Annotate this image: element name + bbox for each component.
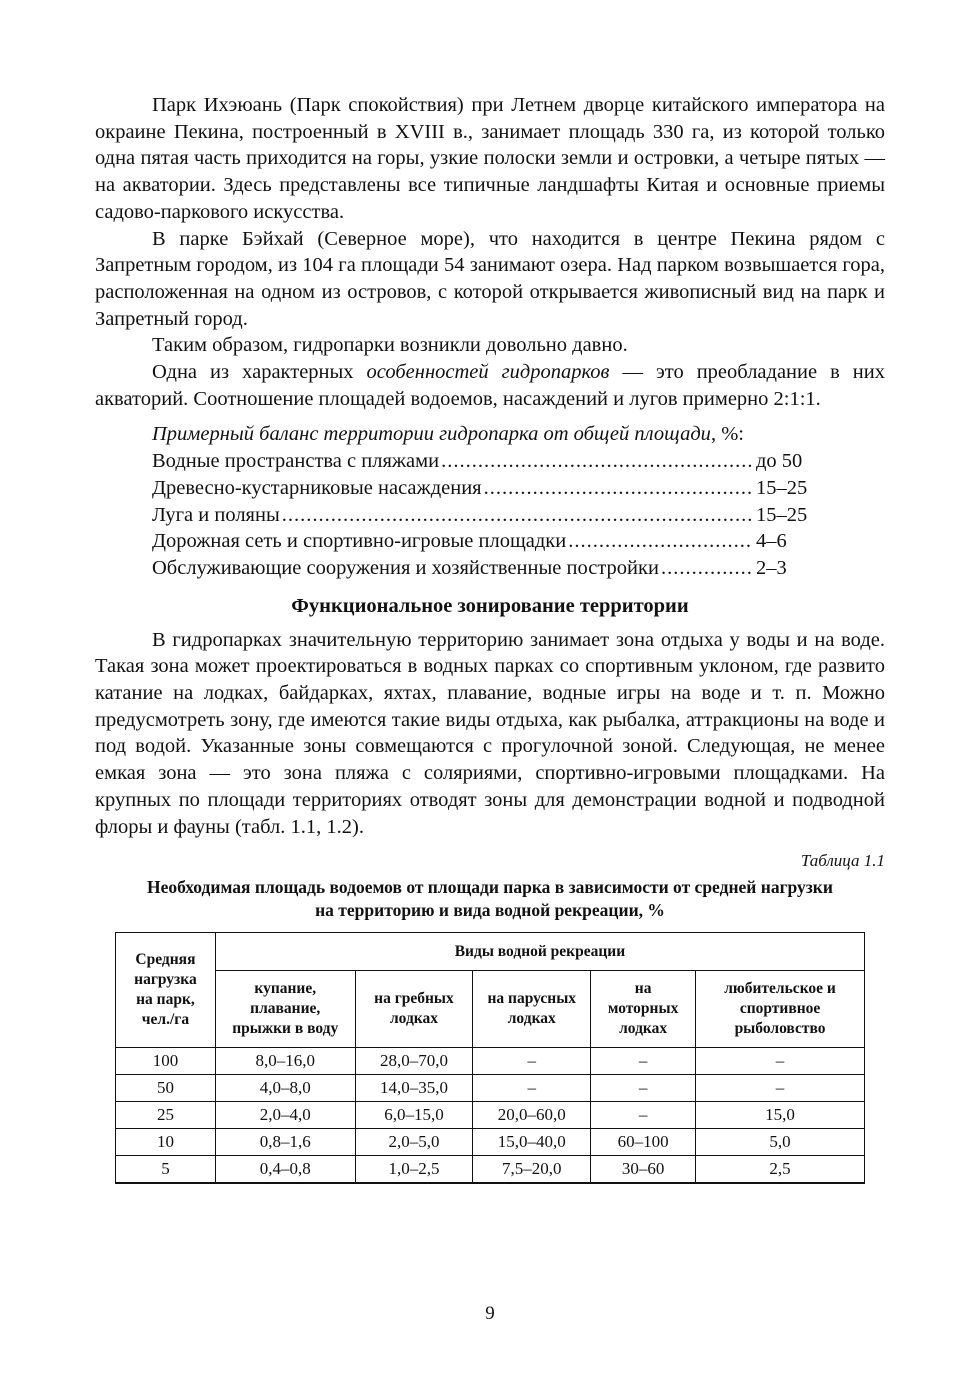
table-cell: 0,4–0,8 bbox=[215, 1156, 355, 1184]
balance-item-label: Луга и поляны bbox=[152, 503, 280, 526]
table-cell: 1,0–2,5 bbox=[355, 1156, 473, 1184]
balance-item bbox=[152, 555, 812, 582]
header-load: Средняя нагрузка на парк, чел./га bbox=[116, 933, 216, 1048]
features-emphasis: особенностей гидропарков bbox=[366, 361, 610, 384]
page-number: 9 bbox=[485, 1303, 495, 1324]
paragraph-zoning: В гидропарках значительную территорию занимает зона отдыха у воды и на воде. Такая зона может проектироваться в водных парках со спортивным уклоном, где развито катание на лодках, байдарках, яхтах, плавание, водные игры на воде и т. п. Можно предусмотреть зону, где имеются такие виды отдыха, как рыбалка, аттракционы на воде и под водой. Указанные зоны совмещаются с прогулочной зоной. Следующая, не менее емкая зона — это зона пляжа с соляриями, спортивно-игровыми площадками. На крупных по площади территориях отводят зоны для демонстрации водной и подводной флоры и фауны (табл. 1.1, 1.2). bbox=[95, 628, 885, 838]
table-cell: 2,0–4,0 bbox=[215, 1102, 355, 1129]
table-cell: 7,5–20,0 bbox=[473, 1156, 591, 1184]
table-cell: 100 bbox=[116, 1048, 216, 1075]
balance-title-italic: Примерный баланс территории гидропарка от общей площади bbox=[152, 423, 711, 446]
balance-item-label: Водные пространства с пляжами bbox=[152, 450, 440, 473]
balance-item bbox=[152, 475, 812, 502]
table-cell: 5,0 bbox=[696, 1129, 865, 1156]
table-cell: 2,0–5,0 bbox=[355, 1129, 473, 1156]
header-fishing: любительское и спортивное рыболовство bbox=[696, 971, 865, 1048]
table-cell: 14,0–35,0 bbox=[355, 1075, 473, 1102]
table-header-row bbox=[116, 933, 865, 971]
table-row bbox=[116, 1129, 865, 1156]
header-sailing-boats: на парусных лодках bbox=[473, 971, 591, 1048]
table-cell: 15,0–40,0 bbox=[473, 1129, 591, 1156]
table-cell: – bbox=[473, 1075, 591, 1102]
table-cell: 15,0 bbox=[696, 1102, 865, 1129]
table-cell: 8,0–16,0 bbox=[215, 1048, 355, 1075]
table-cell: 20,0–60,0 bbox=[473, 1102, 591, 1129]
leader-dots bbox=[441, 448, 752, 475]
recreation-table bbox=[115, 932, 865, 1184]
balance-item bbox=[152, 448, 812, 475]
leader-dots bbox=[568, 528, 752, 555]
balance-list bbox=[95, 448, 812, 582]
table-row bbox=[116, 1048, 865, 1075]
table-cell: – bbox=[696, 1075, 865, 1102]
balance-item-value: 2–3 bbox=[756, 556, 787, 579]
table-cell: 60–100 bbox=[591, 1129, 696, 1156]
leader-dots bbox=[661, 555, 752, 582]
table-row bbox=[116, 1075, 865, 1102]
table-cell: 2,5 bbox=[696, 1156, 865, 1184]
table-cell: 6,0–15,0 bbox=[355, 1102, 473, 1129]
balance-item-label: Древесно-кустарниковые насаждения bbox=[152, 476, 482, 499]
table-row bbox=[116, 1102, 865, 1129]
header-swimming: купание, плавание, прыжки в воду bbox=[215, 971, 355, 1048]
header-motor-boats: на моторных лодках bbox=[591, 971, 696, 1048]
table-cell: 28,0–70,0 bbox=[355, 1048, 473, 1075]
balance-item-value: до 50 bbox=[756, 450, 803, 473]
features-before: Одна из характерных bbox=[152, 361, 367, 384]
table-cell: – bbox=[473, 1048, 591, 1075]
header-rowing-boats: на гребных лодках bbox=[355, 971, 473, 1048]
table-cell: – bbox=[591, 1075, 696, 1102]
table-cell: 30–60 bbox=[591, 1156, 696, 1184]
balance-title bbox=[95, 421, 885, 448]
balance-item-value: 15–25 bbox=[756, 503, 808, 526]
paragraph-conclusion: Таким образом, гидропарки возникли довольно давно. bbox=[152, 334, 628, 357]
table-cell: – bbox=[696, 1048, 865, 1075]
paragraph-beihai: В парке Бэйхай (Северное море), что находится в центре Пекина рядом с Запретным городом, из 104 га площади 54 занимают озера. Над парком возвышается гора, расположенная на одном из островов, с которой открывается живописный вид на парк и Запретный город. bbox=[95, 227, 885, 330]
header-recreation-types: Виды водной рекреации bbox=[215, 933, 864, 971]
table-row bbox=[116, 1156, 865, 1184]
table-cell: 0,8–1,6 bbox=[215, 1129, 355, 1156]
balance-item-label: Дорожная сеть и спортивно-игровые площадки bbox=[152, 530, 567, 553]
table-cell: 10 bbox=[116, 1129, 216, 1156]
balance-item bbox=[152, 502, 812, 529]
section-heading: Функциональное зонирование территории bbox=[291, 594, 689, 617]
balance-item-value: 15–25 bbox=[756, 476, 808, 499]
balance-item-value: 4–6 bbox=[756, 530, 787, 553]
balance-item-label: Обслуживающие сооружения и хозяйственные постройки bbox=[152, 556, 659, 579]
paragraph-ihyuan: Парк Ихэюань (Парк спокойствия) при Летнем дворце китайского императора на окраине Пекина, построенный в XVIII в., занимает площадь 330 га, из которой только одна пятая часть приходится на горы, узкие полоски земли и островки, а четыре пятых — на акватории. Здесь представлены все типичные ландшафты Китая и основные приемы садово-паркового искусства. bbox=[95, 94, 885, 223]
table-label: Таблица 1.1 bbox=[800, 851, 885, 871]
table-cell: 5 bbox=[116, 1156, 216, 1184]
balance-title-suffix: , %: bbox=[710, 423, 744, 446]
table-title-line-2: на территорию и вида водной рекреации, % bbox=[315, 900, 665, 921]
page-content bbox=[95, 92, 885, 1184]
table-cell: 4,0–8,0 bbox=[215, 1075, 355, 1102]
table-title-line-1: Необходимая площадь водоемов от площади парка в зависимости от средней нагрузки bbox=[147, 877, 833, 898]
balance-item bbox=[152, 528, 812, 555]
table-title bbox=[95, 876, 885, 922]
table-cell: – bbox=[591, 1102, 696, 1129]
leader-dots bbox=[282, 502, 752, 529]
table-cell: 50 bbox=[116, 1075, 216, 1102]
table-cell: – bbox=[591, 1048, 696, 1075]
features-after: — это преобладание в них акваторий. Соотношение площадей водоемов, насаждений и лугов примерно 2:1:1. bbox=[95, 361, 885, 410]
table-subheader-row bbox=[116, 971, 865, 1048]
leader-dots bbox=[484, 475, 752, 502]
paragraph-features bbox=[95, 359, 885, 412]
table-cell: 25 bbox=[116, 1102, 216, 1129]
